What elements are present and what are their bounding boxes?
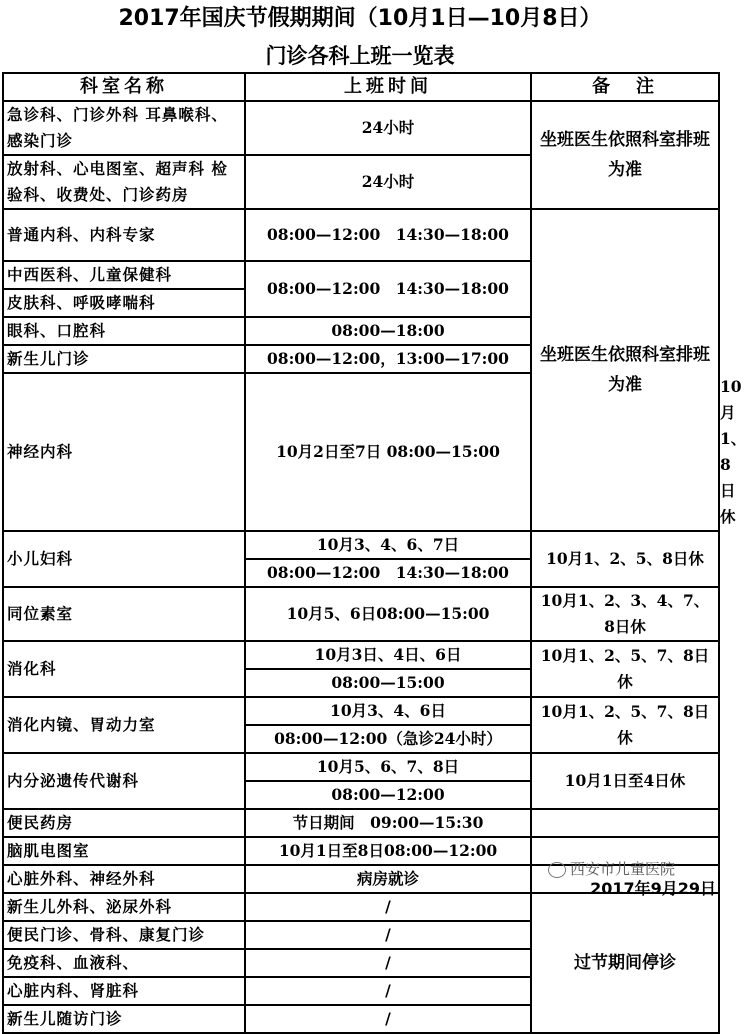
dept-cell: 神经内科 bbox=[3, 373, 245, 531]
watermark-text: 西安市儿童医院 bbox=[570, 860, 676, 878]
hours-cell: 10月3日、4日、6日 bbox=[245, 641, 531, 669]
dept-cell: 放射科、心电图室、超声科 检验科、收费处、门诊药房 bbox=[3, 155, 245, 209]
dept-cell: 中西医科、儿童保健科 bbox=[3, 261, 245, 289]
hours-cell: 08:00—12:00，13:00—17:00 bbox=[245, 345, 531, 373]
dept-cell: 皮肤科、呼吸哮喘科 bbox=[3, 289, 245, 317]
dept-cell: 小儿妇科 bbox=[3, 531, 245, 587]
note-cell bbox=[531, 809, 719, 837]
dept-cell: 急诊科、门诊外科 耳鼻喉科、感染门诊 bbox=[3, 101, 245, 155]
hours-cell: 08:00—12:00 14:30—18:00 bbox=[245, 261, 531, 317]
hours-cell: 08:00—15:00 bbox=[245, 669, 531, 697]
dept-cell: 心脏外科、神经外科 bbox=[3, 865, 245, 893]
page-title: 2017年国庆节假期期间（10月1日—10月8日） bbox=[118, 6, 602, 31]
dept-cell: 消化内镜、胃动力室 bbox=[3, 697, 245, 753]
table-row bbox=[3, 641, 719, 669]
hours-cell: / bbox=[245, 893, 531, 921]
hours-cell: 24小时 bbox=[245, 155, 531, 209]
hours-cell: / bbox=[245, 977, 531, 1005]
page-subtitle: 门诊各科上班一览表 bbox=[265, 44, 455, 68]
dept-cell: 消化科 bbox=[3, 641, 245, 697]
header-dept: 科室名称 bbox=[3, 73, 245, 101]
hours-cell: 10月5、6、7、8日 bbox=[245, 753, 531, 781]
hours-cell: 10月1日至8日08:00—12:00 bbox=[245, 837, 531, 865]
hours-cell: 10月2日至7日 08:00—15:00 bbox=[245, 373, 531, 531]
table-row bbox=[3, 809, 719, 837]
table-row bbox=[3, 587, 719, 641]
table-row bbox=[3, 697, 719, 725]
wechat-icon bbox=[548, 862, 566, 878]
hours-cell: / bbox=[245, 921, 531, 949]
dept-cell: 便民药房 bbox=[3, 809, 245, 837]
note-cell: 10月1、2、5、7、8日休 bbox=[531, 697, 719, 753]
hours-cell: 24小时 bbox=[245, 101, 531, 155]
dept-cell: 新生儿外科、泌尿外科 bbox=[3, 893, 245, 921]
dept-cell: 免疫科、血液科、 bbox=[3, 949, 245, 977]
note-cell: 坐班医生依照科室排班为准 bbox=[531, 209, 719, 531]
table-row bbox=[3, 531, 719, 559]
hours-cell: 08:00—18:00 bbox=[245, 317, 531, 345]
hours-cell: 08:00—12:00 14:30—18:00 bbox=[245, 209, 531, 261]
hours-cell: / bbox=[245, 949, 531, 977]
header-hours: 上班时间 bbox=[245, 73, 531, 101]
dept-cell: 同位素室 bbox=[3, 587, 245, 641]
dept-cell: 新生儿随访门诊 bbox=[3, 1005, 245, 1033]
dept-cell: 普通内科、内科专家 bbox=[3, 209, 245, 261]
hours-cell: 节日期间 09:00—15:30 bbox=[245, 809, 531, 837]
dept-cell: 新生儿门诊 bbox=[3, 345, 245, 373]
hours-cell: 10月5、6日08:00—15:00 bbox=[245, 587, 531, 641]
dept-cell: 内分泌遗传代谢科 bbox=[3, 753, 245, 809]
hours-cell: 08:00—12:00 14:30—18:00 bbox=[245, 559, 531, 587]
note-cell: 10月1日至4日休 bbox=[531, 753, 719, 809]
dept-cell: 心脏内科、肾脏科 bbox=[3, 977, 245, 1005]
table-row bbox=[3, 209, 719, 261]
hours-cell: / bbox=[245, 1005, 531, 1033]
note-cell: 10月1、2、5、7、8日休 bbox=[531, 641, 719, 697]
hours-cell: 10月3、4、6日 bbox=[245, 697, 531, 725]
note-cell: 10月1、2、3、4、7、8日休 bbox=[531, 587, 719, 641]
note-cell: 坐班医生依照科室排班为准 bbox=[531, 101, 719, 209]
hours-cell: 08:00—12:00（急诊24小时） bbox=[245, 725, 531, 753]
dept-cell: 脑肌电图室 bbox=[3, 837, 245, 865]
hours-cell: 08:00—12:00 bbox=[245, 781, 531, 809]
table-row bbox=[3, 753, 719, 781]
hours-cell: 10月3、4、6、7日 bbox=[245, 531, 531, 559]
table-row: 神经内科 10月2日至7日 08:00—15:00 10月1、8日休 bbox=[3, 373, 719, 531]
table-header-row bbox=[3, 73, 719, 101]
dept-cell: 眼科、口腔科 bbox=[3, 317, 245, 345]
note-cell: 10月1、2、5、8日休 bbox=[531, 531, 719, 587]
header-notes: 备 注 bbox=[531, 73, 719, 101]
table-row bbox=[3, 101, 719, 155]
hours-cell: 病房就诊 bbox=[245, 865, 531, 893]
dept-cell: 便民门诊、骨科、康复门诊 bbox=[3, 921, 245, 949]
note-cell: 过节期间停诊 bbox=[531, 893, 719, 1033]
issue-date: 2017年9月29日 bbox=[590, 879, 716, 898]
